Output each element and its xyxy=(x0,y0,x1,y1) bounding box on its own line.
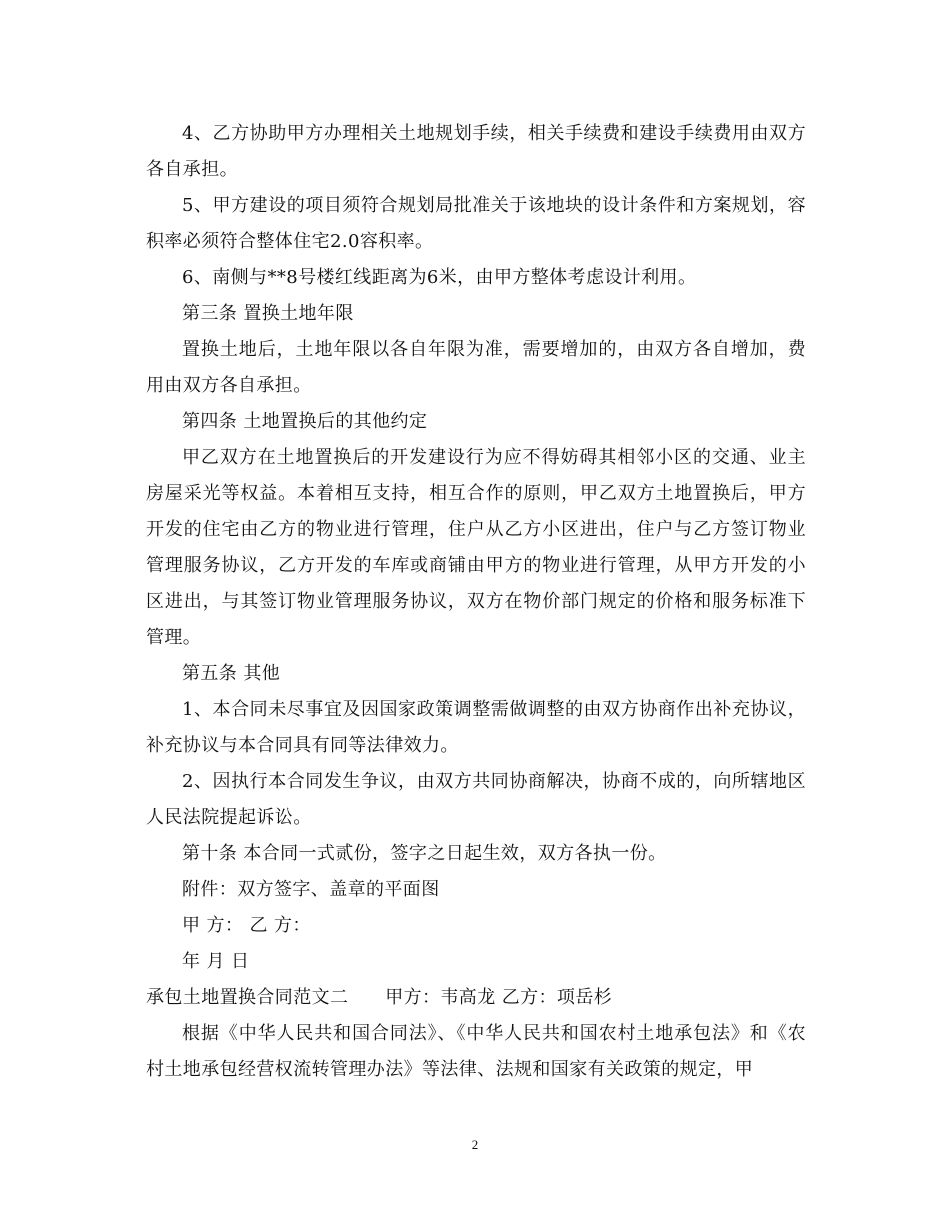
article-5-clause-1: 1、本合同未尽事宜及因国家政策调整需做调整的由双方协商作出补充协议，补充协议与本合同具有同等法律效力。 xyxy=(146,699,806,756)
signature-parties-line: 甲 方： 乙 方： xyxy=(182,915,311,936)
attachment-line: 附件：双方签字、盖章的平面图 xyxy=(182,879,440,900)
article-3-paragraph: 置换土地后，土地年限以各自年限为准，需要增加的，由双方各自增加，费用由双方各自承担。 xyxy=(146,339,806,396)
article-4-heading: 第四条 土地置换后的其他约定 xyxy=(182,411,428,432)
article-10-paragraph: 第十条 本合同一式贰份，签字之日起生效，双方各执一份。 xyxy=(182,843,667,864)
legal-basis-paragraph: 根据《中华人民共和国合同法》、《中华人民共和国农村土地承包法》和《农村土地承包经营权流转管理办法》等法律、法规和国家有关政策的规定，甲 xyxy=(146,1023,806,1080)
article-4-paragraph: 甲乙双方在土地置换后的开发建设行为应不得妨碍其相邻小区的交通、业主房屋采光等权益。本着相互支持，相互合作的原则，甲乙双方土地置换后，甲方开发的住宅由乙方的物业进行管理，住户从乙方小区进出，住户与乙方签订物业管理服务协议，乙方开发的车库或商铺由甲方的物业进行管理，从甲方开发的小区进出，与其签订物业管理服务协议，双方在物价部门规定的价格和服务标准下管理。 xyxy=(146,447,806,648)
clause-4-paragraph: 4、乙方协助甲方办理相关土地规划手续，相关手续费和建设手续费用由双方各自承担。 xyxy=(146,123,806,180)
article-5-clause-2: 2、因执行本合同发生争议，由双方共同协商解决，协商不成的，向所辖地区人民法院提起诉讼。 xyxy=(146,771,806,828)
clause-6-paragraph: 6、南侧与**8号楼红线距离为6米，由甲方整体考虑设计利用。 xyxy=(182,267,697,288)
sample-two-title-line: 承包土地置换合同范文二 甲方：韦高龙 乙方：项岳杉 xyxy=(146,987,613,1008)
date-line: 年 月 日 xyxy=(182,951,250,972)
article-3-heading: 第三条 置换土地年限 xyxy=(182,303,354,324)
article-5-heading: 第五条 其他 xyxy=(182,663,281,684)
page-number: 2 xyxy=(471,1137,479,1152)
clause-5-paragraph: 5、甲方建设的项目须符合规划局批准关于该地块的设计条件和方案规划，容积率必须符合整体住宅2.0容积率。 xyxy=(146,195,806,252)
